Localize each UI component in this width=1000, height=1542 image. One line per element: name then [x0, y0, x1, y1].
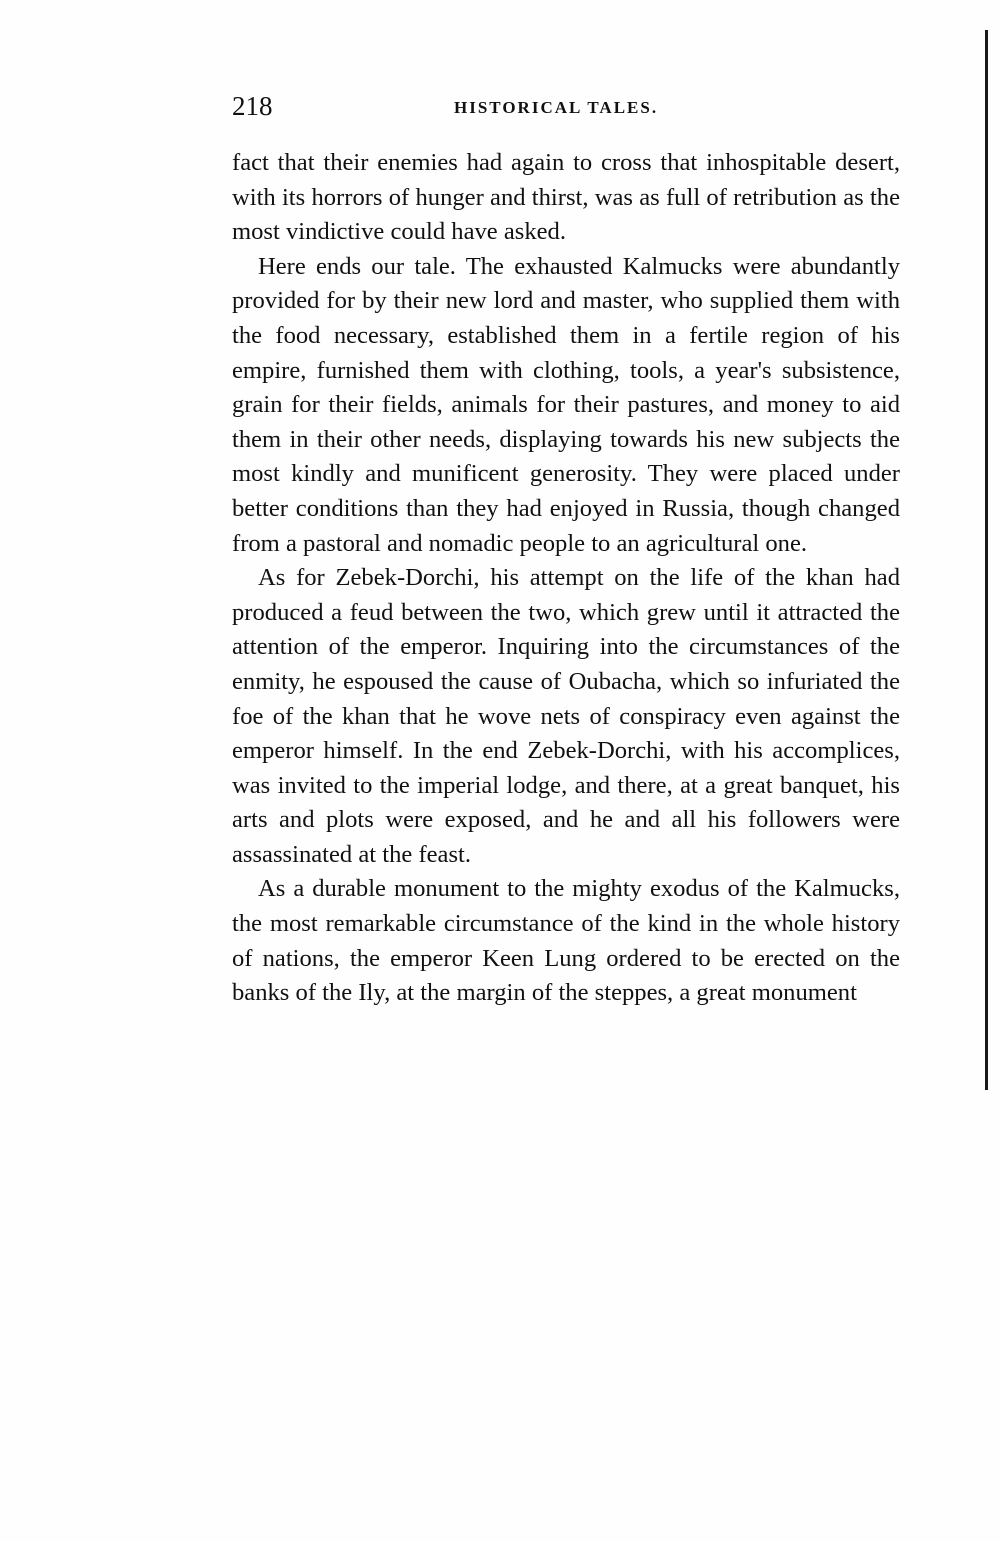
paragraph-tale-end: Here ends our tale. The exhausted Kalmucks were abundantly provided for by their new lord and master, who supplied them with the food necessary, established them in a fertile region of his empire, furnished them with clothing, tools, a year's subsistence, grain for their fields, animals for their pastures, and money to aid them in their other needs, displaying towards his new subjects the most kindly and munificent generosity. They were placed under better conditions than they had enjoyed in Russia, though changed from a pastoral and nomadic people to an agricultural one. — [232, 252, 900, 557]
page-edge-line — [985, 30, 988, 1090]
running-title: HISTORICAL TALES. — [454, 98, 659, 117]
page-header — [232, 86, 900, 126]
paragraph-monument: As a durable monument to the mighty exodus of the Kalmucks, the most remarkable circumstance of the kind in the whole history of nations, the emperor Keen Lung ordered to be erected on the banks of the Ily, at the margin of the steppes, a great monument — [232, 875, 900, 1007]
paragraph-zebek-dorchi: As for Zebek-Dorchi, his attempt on the life of the khan had produced a feud between the two, which grew until it attracted the attention of the emperor. Inquiring into the circumstances of the enmity, he espoused the cause of Oubacha, which so infuriated the foe of the khan that he wove nets of conspiracy even against the emperor himself. In the end Zebek-Dorchi, with his accomplices, was invited to the imperial lodge, and there, at a great banquet, his arts and plots were exposed, and he and all his followers were assassinated at the feast. — [232, 564, 900, 868]
paragraph-continuation: fact that their enemies had again to cross that inhospitable desert, with its horrors of hunger and thirst, was as full of retribution as the most vindictive could have asked. — [232, 149, 900, 246]
page-number: 218 — [232, 91, 273, 121]
body-text — [232, 146, 900, 1011]
